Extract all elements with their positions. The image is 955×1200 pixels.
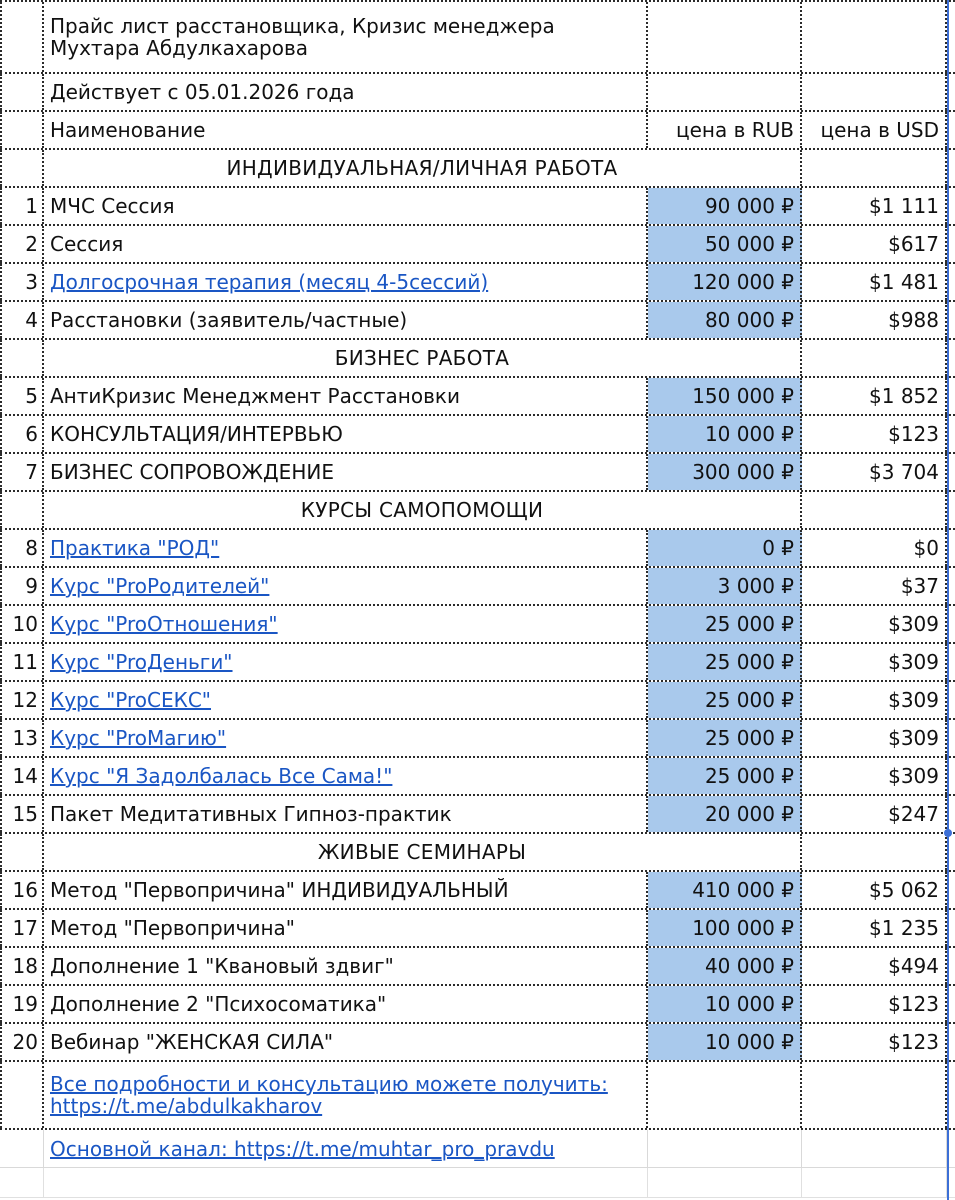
- service-name-link[interactable]: Курс "ProМагию": [44, 720, 648, 756]
- price-rub[interactable]: 100 000 ₽: [648, 910, 802, 946]
- blank-row: [0, 1168, 955, 1198]
- service-name[interactable]: МЧС Сессия: [44, 188, 648, 224]
- cell-empty[interactable]: [0, 1062, 44, 1128]
- service-name-link[interactable]: Долгосрочная терапия (месяц 4-5сессий): [44, 264, 648, 300]
- service-name-link[interactable]: Курс "ProРодителей": [44, 568, 648, 604]
- price-rub[interactable]: 10 000 ₽: [648, 986, 802, 1022]
- cell-empty[interactable]: [44, 1168, 648, 1197]
- price-usd[interactable]: $309: [802, 720, 947, 756]
- section-title[interactable]: ЖИВЫЕ СЕМИНАРЫ: [44, 834, 802, 870]
- price-usd[interactable]: $123: [802, 416, 947, 452]
- row-number[interactable]: 4: [0, 302, 44, 338]
- cell-empty[interactable]: [802, 150, 947, 186]
- price-usd[interactable]: $309: [802, 682, 947, 718]
- row-number[interactable]: 10: [0, 606, 44, 642]
- price-usd[interactable]: $309: [802, 644, 947, 680]
- row-number[interactable]: 3: [0, 264, 44, 300]
- cell-empty[interactable]: [0, 1130, 44, 1167]
- price-rub[interactable]: 25 000 ₽: [648, 644, 802, 680]
- price-rub[interactable]: 25 000 ₽: [648, 606, 802, 642]
- cell-empty[interactable]: [0, 2, 44, 72]
- cell-empty[interactable]: [0, 74, 44, 110]
- cell-empty[interactable]: [802, 74, 947, 110]
- column-header-row: [0, 112, 955, 150]
- row-number[interactable]: 17: [0, 910, 44, 946]
- cell-empty[interactable]: [648, 1062, 802, 1128]
- selection-resize-handle[interactable]: [944, 829, 952, 837]
- price-usd[interactable]: $0: [802, 530, 947, 566]
- section-title[interactable]: ИНДИВИДУАЛЬНАЯ/ЛИЧНАЯ РАБОТА: [44, 150, 802, 186]
- price-row: [0, 910, 955, 948]
- price-rub[interactable]: 25 000 ₽: [648, 720, 802, 756]
- cell-empty[interactable]: [802, 1130, 947, 1167]
- cell-empty[interactable]: [802, 340, 947, 376]
- price-row: [0, 796, 955, 834]
- service-name[interactable]: Метод "Первопричина" ИНДИВИДУАЛЬНЫЙ: [44, 872, 648, 908]
- valid-from-text[interactable]: Действует с 05.01.2026 года: [44, 74, 648, 110]
- cell-empty[interactable]: [0, 492, 44, 528]
- row-number[interactable]: 8: [0, 530, 44, 566]
- column-header-name[interactable]: Наименование: [44, 112, 648, 148]
- cell-empty[interactable]: [802, 1168, 947, 1197]
- price-row: [0, 720, 955, 758]
- row-number[interactable]: 5: [0, 378, 44, 414]
- cell-empty[interactable]: [802, 2, 947, 72]
- cell-empty[interactable]: [0, 834, 44, 870]
- cell-empty[interactable]: [0, 112, 44, 148]
- service-name[interactable]: Пакет Медитативных Гипноз-практик: [44, 796, 648, 832]
- price-row: [0, 606, 955, 644]
- details-link[interactable]: Все подробности и консультацию можете получить: https://t.me/abdulkakharov: [44, 1062, 648, 1128]
- price-usd[interactable]: $309: [802, 606, 947, 642]
- price-usd[interactable]: $988: [802, 302, 947, 338]
- service-name[interactable]: БИЗНЕС СОПРОВОЖДЕНИЕ: [44, 454, 648, 490]
- price-row: [0, 758, 955, 796]
- price-usd[interactable]: $1 111: [802, 188, 947, 224]
- price-rub[interactable]: 410 000 ₽: [648, 872, 802, 908]
- price-usd[interactable]: $123: [802, 1024, 947, 1060]
- row-number[interactable]: 6: [0, 416, 44, 452]
- section-header-row: [0, 150, 955, 188]
- row-number[interactable]: 12: [0, 682, 44, 718]
- row-number[interactable]: 16: [0, 872, 44, 908]
- row-number[interactable]: 9: [0, 568, 44, 604]
- row-number[interactable]: 15: [0, 796, 44, 832]
- price-usd[interactable]: $5 062: [802, 872, 947, 908]
- price-rub[interactable]: 40 000 ₽: [648, 948, 802, 984]
- cell-empty[interactable]: [802, 834, 947, 870]
- column-header-rub[interactable]: цена в RUB: [648, 112, 802, 148]
- price-usd[interactable]: $617: [802, 226, 947, 262]
- service-name[interactable]: Сессия: [44, 226, 648, 262]
- service-name-link[interactable]: Курс "Я Задолбалась Все Сама!": [44, 758, 648, 794]
- cell-empty[interactable]: [0, 1168, 44, 1197]
- cell-empty[interactable]: [648, 2, 802, 72]
- price-row: [0, 378, 955, 416]
- price-rub[interactable]: 3 000 ₽: [648, 568, 802, 604]
- service-name[interactable]: Дополнение 1 "Квановый здвиг": [44, 948, 648, 984]
- row-number[interactable]: 13: [0, 720, 44, 756]
- cell-empty[interactable]: [802, 492, 947, 528]
- valid-from-row: [0, 74, 955, 112]
- cell-empty[interactable]: [802, 1062, 947, 1128]
- price-row: [0, 568, 955, 606]
- price-row: [0, 682, 955, 720]
- section-header-row: [0, 492, 955, 530]
- channel-link[interactable]: Основной канал: https://t.me/muhtar_pro_pravdu: [44, 1130, 648, 1167]
- price-rub[interactable]: 10 000 ₽: [648, 416, 802, 452]
- row-number[interactable]: 20: [0, 1024, 44, 1060]
- service-name[interactable]: Дополнение 2 "Психосоматика": [44, 986, 648, 1022]
- service-name-link[interactable]: Практика "РОД": [44, 530, 648, 566]
- price-row: [0, 302, 955, 340]
- section-header-row: [0, 340, 955, 378]
- cell-empty[interactable]: [648, 1130, 802, 1167]
- price-usd[interactable]: $494: [802, 948, 947, 984]
- service-name[interactable]: АнтиКризис Менеджмент Расстановки: [44, 378, 648, 414]
- price-usd[interactable]: $1 852: [802, 378, 947, 414]
- row-number[interactable]: 14: [0, 758, 44, 794]
- price-usd[interactable]: $1 235: [802, 910, 947, 946]
- row-number[interactable]: 2: [0, 226, 44, 262]
- price-row: [0, 226, 955, 264]
- price-usd[interactable]: $123: [802, 986, 947, 1022]
- price-row: [0, 872, 955, 910]
- section-header-row: [0, 834, 955, 872]
- footer-channel-row: [0, 1130, 955, 1168]
- column-header-usd[interactable]: цена в USD: [802, 112, 947, 148]
- price-usd[interactable]: $37: [802, 568, 947, 604]
- service-name[interactable]: КОНСУЛЬТАЦИЯ/ИНТЕРВЬЮ: [44, 416, 648, 452]
- service-name-link[interactable]: Курс "ProСЕКС": [44, 682, 648, 718]
- price-rub[interactable]: 50 000 ₽: [648, 226, 802, 262]
- price-usd[interactable]: $309: [802, 758, 947, 794]
- price-rub[interactable]: 25 000 ₽: [648, 758, 802, 794]
- price-rub[interactable]: 25 000 ₽: [648, 682, 802, 718]
- price-row: [0, 1024, 955, 1062]
- price-usd[interactable]: $3 704: [802, 454, 947, 490]
- service-name[interactable]: Вебинар "ЖЕНСКАЯ СИЛА": [44, 1024, 648, 1060]
- cell-empty[interactable]: [0, 340, 44, 376]
- price-rub[interactable]: 80 000 ₽: [648, 302, 802, 338]
- price-rub[interactable]: 150 000 ₽: [648, 378, 802, 414]
- service-name-link[interactable]: Курс "ProДеньги": [44, 644, 648, 680]
- row-number[interactable]: 1: [0, 188, 44, 224]
- price-rub[interactable]: 0 ₽: [648, 530, 802, 566]
- price-row: [0, 948, 955, 986]
- price-row: [0, 986, 955, 1024]
- cell-empty[interactable]: [648, 74, 802, 110]
- price-row: [0, 644, 955, 682]
- cell-empty[interactable]: [648, 1168, 802, 1197]
- price-rub[interactable]: 20 000 ₽: [648, 796, 802, 832]
- price-row: [0, 416, 955, 454]
- cell-empty[interactable]: [0, 150, 44, 186]
- footer-details-row: [0, 1062, 955, 1130]
- service-name[interactable]: Расстановки (заявитель/частные): [44, 302, 648, 338]
- title-row: [0, 0, 955, 74]
- price-rub[interactable]: 120 000 ₽: [648, 264, 802, 300]
- price-table-body: [0, 150, 955, 1062]
- row-number[interactable]: 11: [0, 644, 44, 680]
- row-number[interactable]: 18: [0, 948, 44, 984]
- price-list-title[interactable]: Прайс лист расстановщика, Кризис менеджера Мухтара Абдулкахарова: [44, 2, 648, 72]
- row-number[interactable]: 19: [0, 986, 44, 1022]
- price-row: [0, 530, 955, 568]
- price-rub[interactable]: 300 000 ₽: [648, 454, 802, 490]
- price-row: [0, 264, 955, 302]
- price-usd[interactable]: $247: [802, 796, 947, 832]
- price-rub[interactable]: 90 000 ₽: [648, 188, 802, 224]
- section-title[interactable]: КУРСЫ САМОПОМОЩИ: [44, 492, 802, 528]
- row-number[interactable]: 7: [0, 454, 44, 490]
- column-selection-border: [947, 0, 949, 1200]
- price-row: [0, 454, 955, 492]
- price-row: [0, 188, 955, 226]
- section-title[interactable]: БИЗНЕС РАБОТА: [44, 340, 802, 376]
- service-name[interactable]: Метод "Первопричина": [44, 910, 648, 946]
- service-name-link[interactable]: Курс "ProОтношения": [44, 606, 648, 642]
- price-usd[interactable]: $1 481: [802, 264, 947, 300]
- price-rub[interactable]: 10 000 ₽: [648, 1024, 802, 1060]
